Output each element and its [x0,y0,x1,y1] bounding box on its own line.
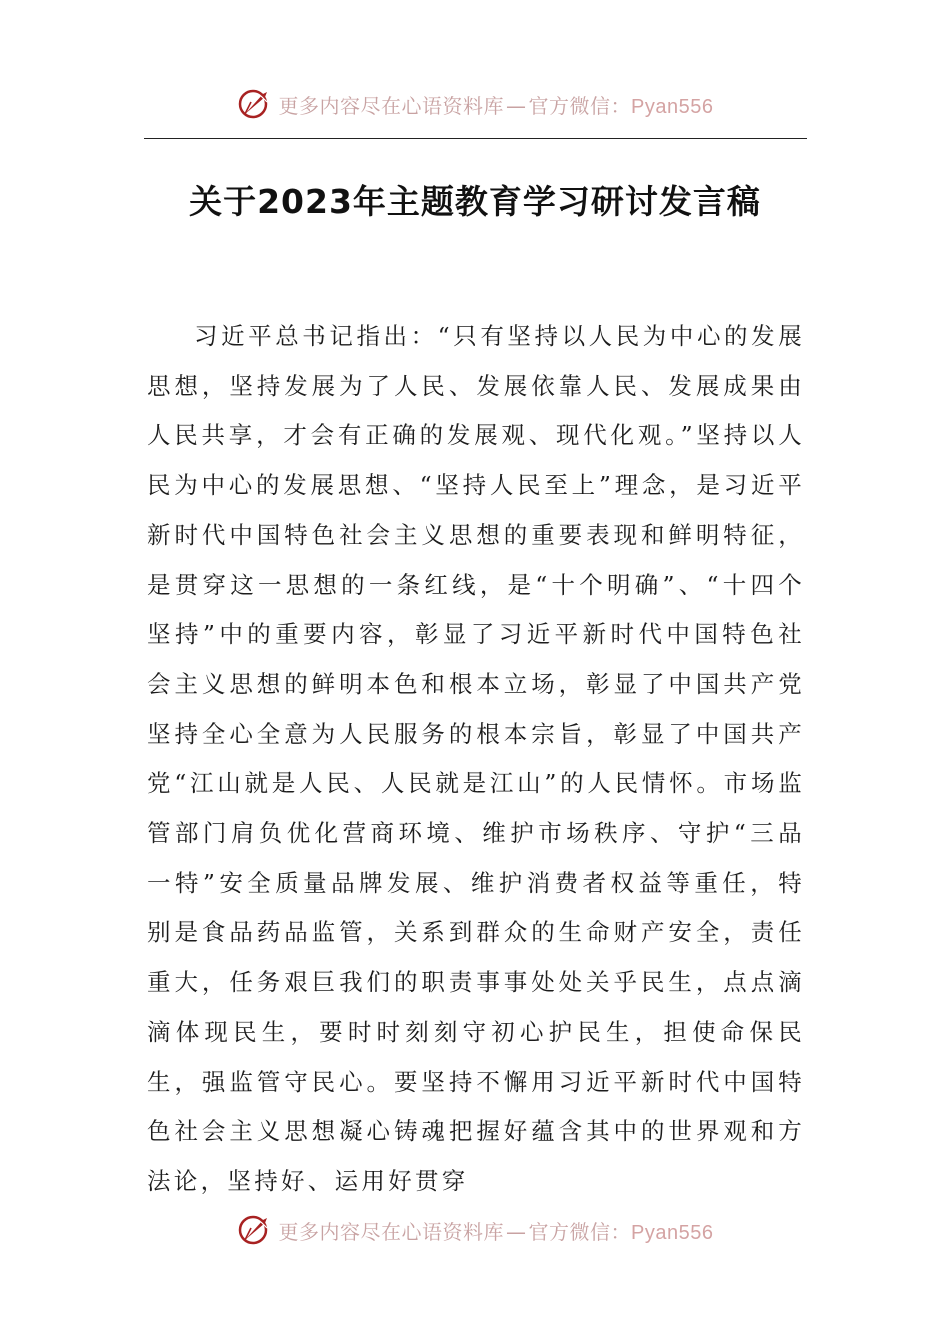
header-banner-text: 更多内容尽在心语资料库 — 官方微信：Pyan556 [278,93,714,118]
footer-banner [0,1210,950,1250]
header-divider [144,138,807,139]
header-banner [0,84,950,124]
footer-banner-text: 更多内容尽在心语资料库 — 官方微信：Pyan556 [278,1219,714,1244]
body-paragraph: 习近平总书记指出：“只有坚持以人民为中心的发展思想，坚持发展为了人民、发展依靠人民、发展成果由人民共享，才会有正确的发展观、现代化观。”坚持以人民为中心的发展思想、“坚持人民至上”理念，是习近平新时代中国特色社会主义思想的重要表现和鲜明特征，是贯穿这一思想的一条红线，是“十个明确”、“十四个坚持”中的重要内容，彰显了习近平新时代中国特色社会主义思想的鲜明本色和根本立场，彰显了中国共产党坚持全心全意为人民服务的根本宗旨，彰显了中国共产党“江山就是人民、人民就是江山”的人民情怀。市场监管部门肩负优化营商环境、维护市场秩序、守护“三品一特”安全质量品牌发展、维护消费者权益等重任，特别是食品药品监管，关系到群众的生命财产安全，责任重大，任务艰巨我们的职责事事处处关乎民生，点点滴滴体现民生，要时时刻刻守初心护民生，担使命保民生，强监管守民心。要坚持不懈用习近平新时代中国特色社会主义思想凝心铸魂把握好蕴含其中的世界观和方法论，坚持好、运用好贯穿 [147,322,805,1195]
quill-logo-icon [237,86,273,122]
page-title: 关于2023年主题教育学习研讨发言稿 [189,182,761,221]
quill-logo-icon [237,1212,273,1248]
